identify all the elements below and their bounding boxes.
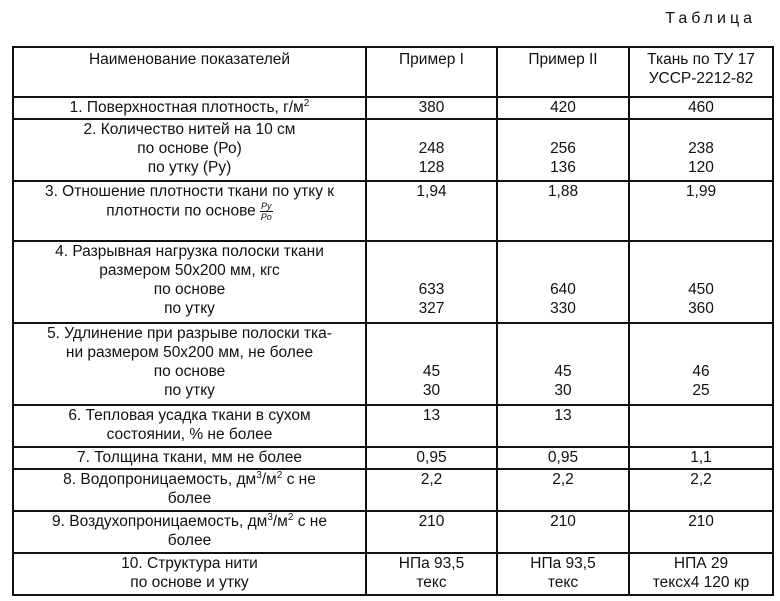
row-name-line: 8. Водопроницаемость, $дм^3/м^2$ с не: [63, 469, 316, 488]
value-line: 633: [418, 281, 445, 298]
superscript: 3: [267, 511, 273, 523]
row-name-line: по основе и утку: [130, 574, 249, 591]
cell-value: [497, 553, 629, 595]
header-example-1: Пример I: [366, 47, 497, 97]
row-name: 7. Толщина ткани, мм не более: [13, 447, 366, 469]
cell-value: 2,2: [366, 469, 497, 511]
row-name-line: ни размером 50х200 мм, не более: [65, 344, 314, 361]
value-line: 450: [688, 281, 714, 298]
header-fabric-tu-line2: УССР-2212-82: [648, 70, 754, 87]
cell-value: [366, 323, 497, 405]
cell-value: 0,95: [366, 447, 497, 469]
row-name-line: размером 50х200 мм, кгс: [99, 262, 280, 279]
row-name-line: 10. Структура нити: [121, 555, 258, 572]
value-line: 25: [692, 382, 710, 399]
cell-value: 1,88: [497, 181, 629, 241]
data-table: [12, 46, 774, 596]
cell-value: 13: [497, 405, 629, 447]
superscript: 2: [303, 97, 310, 109]
header-indicators: Наименование показателей: [13, 47, 366, 97]
row-name-line: 9. Воздухопроницаемость, $дм^3/м^2$ с не: [52, 511, 327, 530]
row-name-line: по основе: [153, 363, 226, 380]
table-row: [13, 97, 773, 119]
header-example-2: Пример II: [497, 47, 629, 97]
cell-value: [497, 323, 629, 405]
row-name-line: более: [167, 532, 212, 549]
cell-value: 2,2: [497, 469, 629, 511]
row-name: [13, 511, 366, 553]
table-row: [13, 181, 773, 241]
cell-value: [629, 553, 773, 595]
table-row: [13, 553, 773, 595]
table-row: [13, 323, 773, 405]
row-name-line: 3. Отношение плотности ткани по утку к: [44, 183, 335, 200]
cell-value: [497, 241, 629, 323]
value-line: текс: [416, 574, 447, 591]
superscript: 2: [276, 469, 283, 481]
table-row: [13, 469, 773, 511]
row-name: [13, 553, 366, 595]
row-name: [13, 323, 366, 405]
row-name-line: [18, 201, 361, 222]
value-line: 640: [550, 281, 576, 298]
fraction-py-po: [260, 201, 273, 222]
row-name-line: 6. Тепловая усадка ткани в сухом: [68, 407, 311, 424]
row-name-text: 1. Поверхностная плотность, г/м: [69, 99, 304, 116]
row-name-line: 4. Разрывная нагрузка полоски ткани: [55, 243, 324, 260]
table-row: [13, 241, 773, 323]
cell-value: 460: [629, 97, 773, 119]
table-caption: Таблица: [665, 10, 756, 27]
value-line: 360: [688, 300, 714, 317]
row-name-line: по утку: [164, 382, 215, 399]
row-name-text: плотности по основе: [106, 202, 256, 220]
row-name-line: более: [167, 490, 212, 507]
value-line: НПА 29: [673, 555, 729, 572]
row-name-line: по утку: [164, 300, 215, 317]
value-line: 45: [554, 363, 572, 380]
cell-value: 210: [629, 511, 773, 553]
cell-value: [366, 241, 497, 323]
value-line: 120: [688, 159, 714, 176]
cell-value: 210: [366, 511, 497, 553]
table-row: [13, 447, 773, 469]
cell-value: [629, 241, 773, 323]
row-name-line: по утку (Ру): [147, 159, 232, 176]
cell-value: [629, 323, 773, 405]
value-line: тексх4 120 кр: [652, 574, 750, 591]
table-row: [13, 119, 773, 181]
row-name: [13, 241, 366, 323]
value-line: 136: [550, 159, 576, 176]
fraction-numerator: Py: [261, 201, 272, 211]
value-line: 45: [422, 363, 441, 380]
row-name: [13, 181, 366, 241]
row-name-line: 2. Количество нитей на 10 см: [83, 121, 296, 138]
value-line: 30: [554, 382, 572, 399]
value-line: НПа 93,5: [398, 555, 465, 572]
cell-value: [629, 405, 773, 447]
superscript: 2: [287, 511, 294, 523]
row-name-line: по основе (Ро): [137, 140, 242, 157]
row-name: [13, 405, 366, 447]
value-line: 256: [550, 140, 576, 157]
value-line: 30: [422, 382, 441, 399]
header-fabric-tu: [629, 47, 773, 97]
row-name: [13, 469, 366, 511]
cell-value: 13: [366, 405, 497, 447]
table-row: [13, 405, 773, 447]
cell-value: [497, 119, 629, 181]
cell-value: 0,95: [497, 447, 629, 469]
row-name-line: состоянии, % не более: [106, 426, 273, 443]
cell-value: 1,94: [366, 181, 497, 241]
header-fabric-tu-line1: Ткань по ТУ 17: [647, 51, 755, 68]
cell-value: 380: [366, 97, 497, 119]
value-line: 46: [692, 363, 710, 380]
cell-value: 2,2: [629, 469, 773, 511]
cell-value: 1,1: [629, 447, 773, 469]
value-line: 128: [418, 159, 445, 176]
table-row: [13, 511, 773, 553]
row-name-line: 5. Удлинение при разрыве полоски тка-: [47, 325, 332, 342]
value-line: НПа 93,5: [530, 555, 596, 572]
row-name: [13, 97, 366, 119]
fraction-denominator: Po: [260, 212, 272, 222]
row-name-line: по основе: [153, 281, 226, 298]
value-line: 238: [688, 140, 714, 157]
cell-value: 1,99: [629, 181, 773, 241]
header-row: [13, 47, 773, 97]
cell-value: 420: [497, 97, 629, 119]
value-line: 330: [550, 300, 576, 317]
superscript: 3: [256, 469, 262, 481]
cell-value: [629, 119, 773, 181]
value-line: 327: [418, 300, 445, 317]
cell-value: [366, 553, 497, 595]
cell-value: 210: [497, 511, 629, 553]
value-line: текс: [547, 574, 579, 591]
row-name: [13, 119, 366, 181]
value-line: 248: [418, 140, 445, 157]
cell-value: [366, 119, 497, 181]
